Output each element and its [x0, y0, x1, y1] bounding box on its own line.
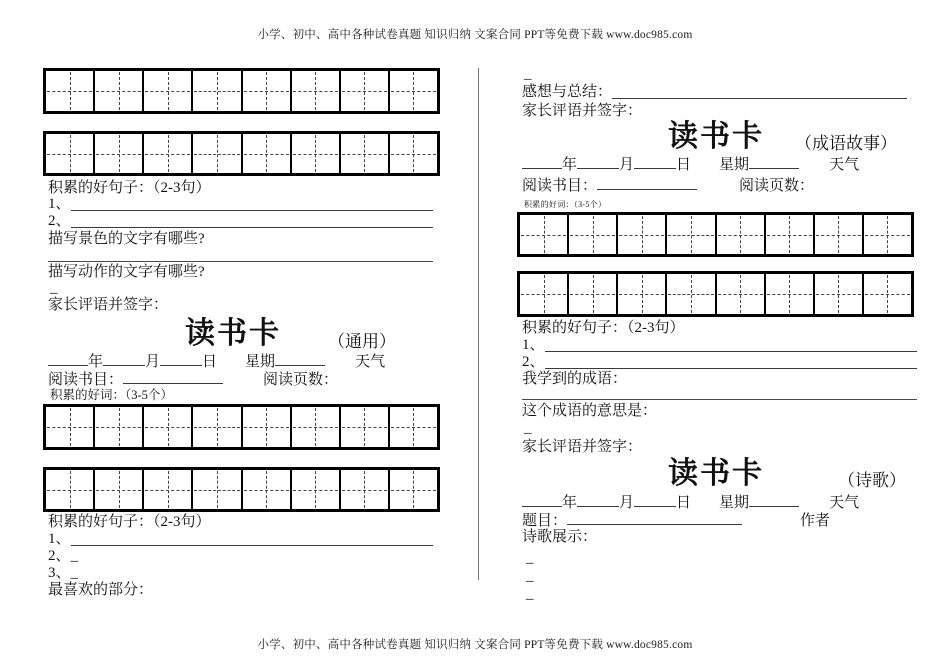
- sentence-line-2: [48, 213, 433, 230]
- good-words-label-small: 积累的好词：（3-5个）: [524, 200, 607, 209]
- cell-dashed-horizontal: [342, 490, 387, 491]
- tianzige-cell: [618, 274, 667, 314]
- year-label: 年: [562, 157, 578, 173]
- fill-blank: [634, 493, 676, 507]
- tianzige-cell: [144, 71, 193, 111]
- blank-underscore: _: [526, 550, 534, 566]
- weather-label: 天气: [829, 495, 860, 511]
- site-header-text: 小学、初中、高中各种试卷真题 知识归纳 文案合同 PPT等免费下载 www.doc985.com: [257, 29, 693, 41]
- cell-dashed-horizontal: [718, 294, 763, 295]
- fill-line: [545, 368, 917, 369]
- poem-display-label: 诗歌展示：: [522, 529, 598, 545]
- card-title-generic: 读书卡: [185, 316, 281, 351]
- sentence-line-1: [48, 531, 433, 548]
- blank-underscore: _: [524, 66, 532, 82]
- card-tag-idiom: （成语故事）: [795, 134, 897, 153]
- pages-label: 阅读页数：: [263, 372, 339, 388]
- sentence-line-3: [48, 565, 78, 582]
- parent-sign-label: 家长评语并签字：: [48, 297, 169, 313]
- date-line: [48, 352, 385, 371]
- fill-blank: [48, 352, 88, 366]
- cell-dashed-horizontal: [816, 294, 861, 295]
- poem-title-label: 题目：: [522, 513, 568, 529]
- cell-dashed-horizontal: [521, 235, 566, 236]
- fill-blank: [597, 176, 697, 190]
- column-divider: [478, 68, 479, 580]
- cell-dashed-horizontal: [342, 91, 387, 92]
- fill-blank: [749, 493, 799, 507]
- tianzige-cell: [292, 134, 341, 173]
- book-label: 阅读书目：: [48, 372, 124, 388]
- fill-blank: [522, 493, 562, 507]
- cell-dashed-horizontal: [244, 154, 289, 155]
- action-question: 描写动作的文字有哪些?: [48, 264, 205, 280]
- author-label: 作者: [800, 513, 831, 529]
- weather-label: 天气: [829, 157, 860, 173]
- cell-dashed-horizontal: [244, 427, 289, 428]
- fill-blank: [275, 352, 325, 366]
- tianzige-cell: [341, 407, 390, 447]
- tianzige-cell: [46, 407, 95, 447]
- cell-dashed-horizontal: [96, 427, 141, 428]
- card-title-idiom: 读书卡: [668, 119, 764, 154]
- cell-dashed-horizontal: [816, 235, 861, 236]
- book-line: [48, 370, 338, 389]
- tianzige-cell: [864, 215, 911, 254]
- tianzige-cell: [46, 134, 95, 173]
- tianzige-cell: [95, 407, 144, 447]
- sentence-line-1: [48, 196, 433, 213]
- tianzige-cell: [193, 134, 242, 173]
- tianzige-cell: [341, 470, 390, 509]
- tianzige-cell: [292, 470, 341, 509]
- tianzige-cell: [390, 134, 437, 173]
- character-grid-row: [517, 212, 914, 257]
- fill-blank: [634, 155, 676, 169]
- cell-dashed-horizontal: [244, 490, 289, 491]
- fill-line: [71, 545, 433, 546]
- cell-dashed-horizontal: [194, 490, 239, 491]
- tianzige-cell: [193, 407, 242, 447]
- cell-dashed-horizontal: [342, 154, 387, 155]
- day-label: 日: [202, 354, 218, 370]
- book-line: [522, 176, 814, 195]
- day-label: 日: [676, 157, 692, 173]
- cell-dashed-horizontal: [767, 294, 812, 295]
- good-sentences-label: 积累的好句子：（2-3句）: [48, 514, 211, 530]
- cell-dashed-horizontal: [391, 427, 436, 428]
- item-number: 2、: [48, 213, 71, 229]
- cell-dashed-horizontal: [96, 91, 141, 92]
- tianzige-cell: [520, 274, 569, 314]
- tianzige-cell: [341, 134, 390, 173]
- tianzige-cell: [144, 407, 193, 447]
- tianzige-cell: [717, 274, 766, 314]
- tianzige-cell: [144, 470, 193, 509]
- fill-blank: [567, 511, 742, 525]
- tianzige-cell: [292, 407, 341, 447]
- cell-dashed-horizontal: [570, 294, 615, 295]
- fill-line: [612, 98, 907, 99]
- tianzige-cell: [95, 470, 144, 509]
- weather-label: 天气: [355, 354, 386, 370]
- cell-dashed-horizontal: [47, 91, 92, 92]
- cell-dashed-horizontal: [570, 235, 615, 236]
- poem-title-line: [522, 511, 830, 530]
- cell-dashed-horizontal: [194, 154, 239, 155]
- cell-dashed-horizontal: [391, 154, 436, 155]
- cell-dashed-horizontal: [194, 91, 239, 92]
- month-label: 月: [619, 495, 635, 511]
- good-sentences-label: 积累的好句子：（2-3句）: [522, 320, 685, 336]
- sentence-line-1: [522, 337, 917, 354]
- cell-dashed-horizontal: [47, 154, 92, 155]
- tianzige-cell: [618, 215, 667, 254]
- tianzige-cell: [243, 407, 292, 447]
- blank-underscore: _: [50, 280, 58, 296]
- cell-dashed-horizontal: [619, 294, 664, 295]
- tianzige-cell: [717, 215, 766, 254]
- date-line: [522, 155, 859, 174]
- favorite-part-label: 最喜欢的部分：: [48, 582, 154, 598]
- fill-blank: [577, 493, 619, 507]
- card-title-poem: 读书卡: [668, 456, 764, 491]
- cell-dashed-horizontal: [865, 235, 910, 236]
- item-number: 1、: [48, 196, 71, 212]
- fill-blank: [522, 155, 562, 169]
- scenery-question: 描写景色的文字有哪些?: [48, 231, 205, 247]
- tianzige-cell: [864, 274, 911, 314]
- tianzige-cell: [390, 71, 437, 111]
- parent-sign-label: 家长评语并签字：: [522, 439, 643, 455]
- character-grid-row: [517, 271, 914, 317]
- cell-dashed-horizontal: [244, 91, 289, 92]
- cell-dashed-horizontal: [194, 427, 239, 428]
- tianzige-cell: [390, 407, 437, 447]
- fill-line: [522, 399, 917, 400]
- sentence-line-2: [522, 354, 917, 371]
- item-number: 2、: [48, 548, 71, 564]
- item-number: 1、: [522, 337, 545, 353]
- tianzige-cell: [815, 274, 864, 314]
- fill-line: [545, 351, 917, 352]
- blank-underscore: _: [70, 565, 79, 581]
- book-label: 阅读书目：: [522, 178, 598, 194]
- tianzige-cell: [46, 71, 95, 111]
- blank-underscore: _: [70, 548, 79, 564]
- cell-dashed-horizontal: [293, 154, 338, 155]
- tianzige-cell: [243, 71, 292, 111]
- cell-dashed-horizontal: [145, 427, 190, 428]
- tianzige-cell: [667, 215, 716, 254]
- date-line: [522, 493, 859, 512]
- cell-dashed-horizontal: [145, 91, 190, 92]
- day-label: 日: [676, 495, 692, 511]
- good-words-label: 积累的好词：（3-5个）: [50, 388, 173, 402]
- week-label: 星期: [719, 157, 750, 173]
- tianzige-cell: [193, 470, 242, 509]
- tianzige-cell: [95, 71, 144, 111]
- tianzige-cell: [243, 134, 292, 173]
- cell-dashed-horizontal: [47, 427, 92, 428]
- week-label: 星期: [245, 354, 276, 370]
- learned-idiom-label: 我学到的成语：: [522, 371, 628, 387]
- cell-dashed-horizontal: [521, 294, 566, 295]
- tianzige-cell: [341, 71, 390, 111]
- fill-line: [71, 210, 433, 211]
- thoughts-line: [522, 84, 907, 101]
- character-grid-row: [43, 404, 440, 450]
- cell-dashed-horizontal: [47, 490, 92, 491]
- item-number: 3、: [48, 565, 71, 581]
- cell-dashed-horizontal: [391, 490, 436, 491]
- cell-dashed-horizontal: [767, 235, 812, 236]
- item-number: 1、: [48, 531, 71, 547]
- fill-line: [48, 261, 433, 262]
- fill-blank: [749, 155, 799, 169]
- tianzige-cell: [667, 274, 716, 314]
- blank-underscore: _: [526, 568, 534, 584]
- tianzige-cell: [766, 215, 815, 254]
- cell-dashed-horizontal: [865, 294, 910, 295]
- cell-dashed-horizontal: [619, 235, 664, 236]
- cell-dashed-horizontal: [391, 91, 436, 92]
- month-label: 月: [619, 157, 635, 173]
- tianzige-cell: [569, 215, 618, 254]
- tianzige-cell: [193, 71, 242, 111]
- good-sentences-label: 积累的好句子：（2-3句）: [48, 180, 211, 196]
- tianzige-cell: [569, 274, 618, 314]
- cell-dashed-horizontal: [668, 294, 713, 295]
- tianzige-cell: [95, 134, 144, 173]
- tianzige-cell: [292, 71, 341, 111]
- cell-dashed-horizontal: [145, 490, 190, 491]
- card-tag-generic: （通用）: [328, 332, 396, 351]
- cell-dashed-horizontal: [96, 490, 141, 491]
- parent-sign-label: 家长评语并签字：: [522, 103, 643, 119]
- tianzige-cell: [815, 215, 864, 254]
- cell-dashed-horizontal: [293, 91, 338, 92]
- tianzige-cell: [520, 215, 569, 254]
- month-label: 月: [145, 354, 161, 370]
- fill-blank: [160, 352, 202, 366]
- fill-blank: [577, 155, 619, 169]
- tianzige-cell: [390, 470, 437, 509]
- thoughts-label: 感想与总结：: [522, 84, 613, 100]
- character-grid-row: [43, 131, 440, 176]
- cell-dashed-horizontal: [145, 154, 190, 155]
- blank-underscore: _: [524, 420, 532, 436]
- year-label: 年: [88, 354, 104, 370]
- tianzige-cell: [243, 470, 292, 509]
- pages-label: 阅读页数：: [739, 178, 815, 194]
- cell-dashed-horizontal: [293, 427, 338, 428]
- fill-blank: [103, 352, 145, 366]
- card-tag-poem: （诗歌）: [838, 471, 906, 490]
- fill-blank: [123, 370, 223, 384]
- character-grid-row: [43, 68, 440, 114]
- item-number: 2、: [522, 354, 545, 370]
- fill-line: [71, 227, 433, 228]
- tianzige-cell: [144, 134, 193, 173]
- cell-dashed-horizontal: [718, 235, 763, 236]
- cell-dashed-horizontal: [668, 235, 713, 236]
- tianzige-cell: [46, 470, 95, 509]
- sentence-line-2: [48, 548, 78, 565]
- idiom-meaning-label: 这个成语的意思是：: [522, 403, 658, 419]
- cell-dashed-horizontal: [96, 154, 141, 155]
- character-grid-row: [43, 467, 440, 512]
- tianzige-cell: [766, 274, 815, 314]
- cell-dashed-horizontal: [293, 490, 338, 491]
- cell-dashed-horizontal: [342, 427, 387, 428]
- year-label: 年: [562, 495, 578, 511]
- week-label: 星期: [719, 495, 750, 511]
- site-footer-text: 小学、初中、高中各种试卷真题 知识归纳 文案合同 PPT等免费下载 www.doc985.com: [257, 639, 693, 651]
- blank-underscore: _: [526, 586, 534, 602]
